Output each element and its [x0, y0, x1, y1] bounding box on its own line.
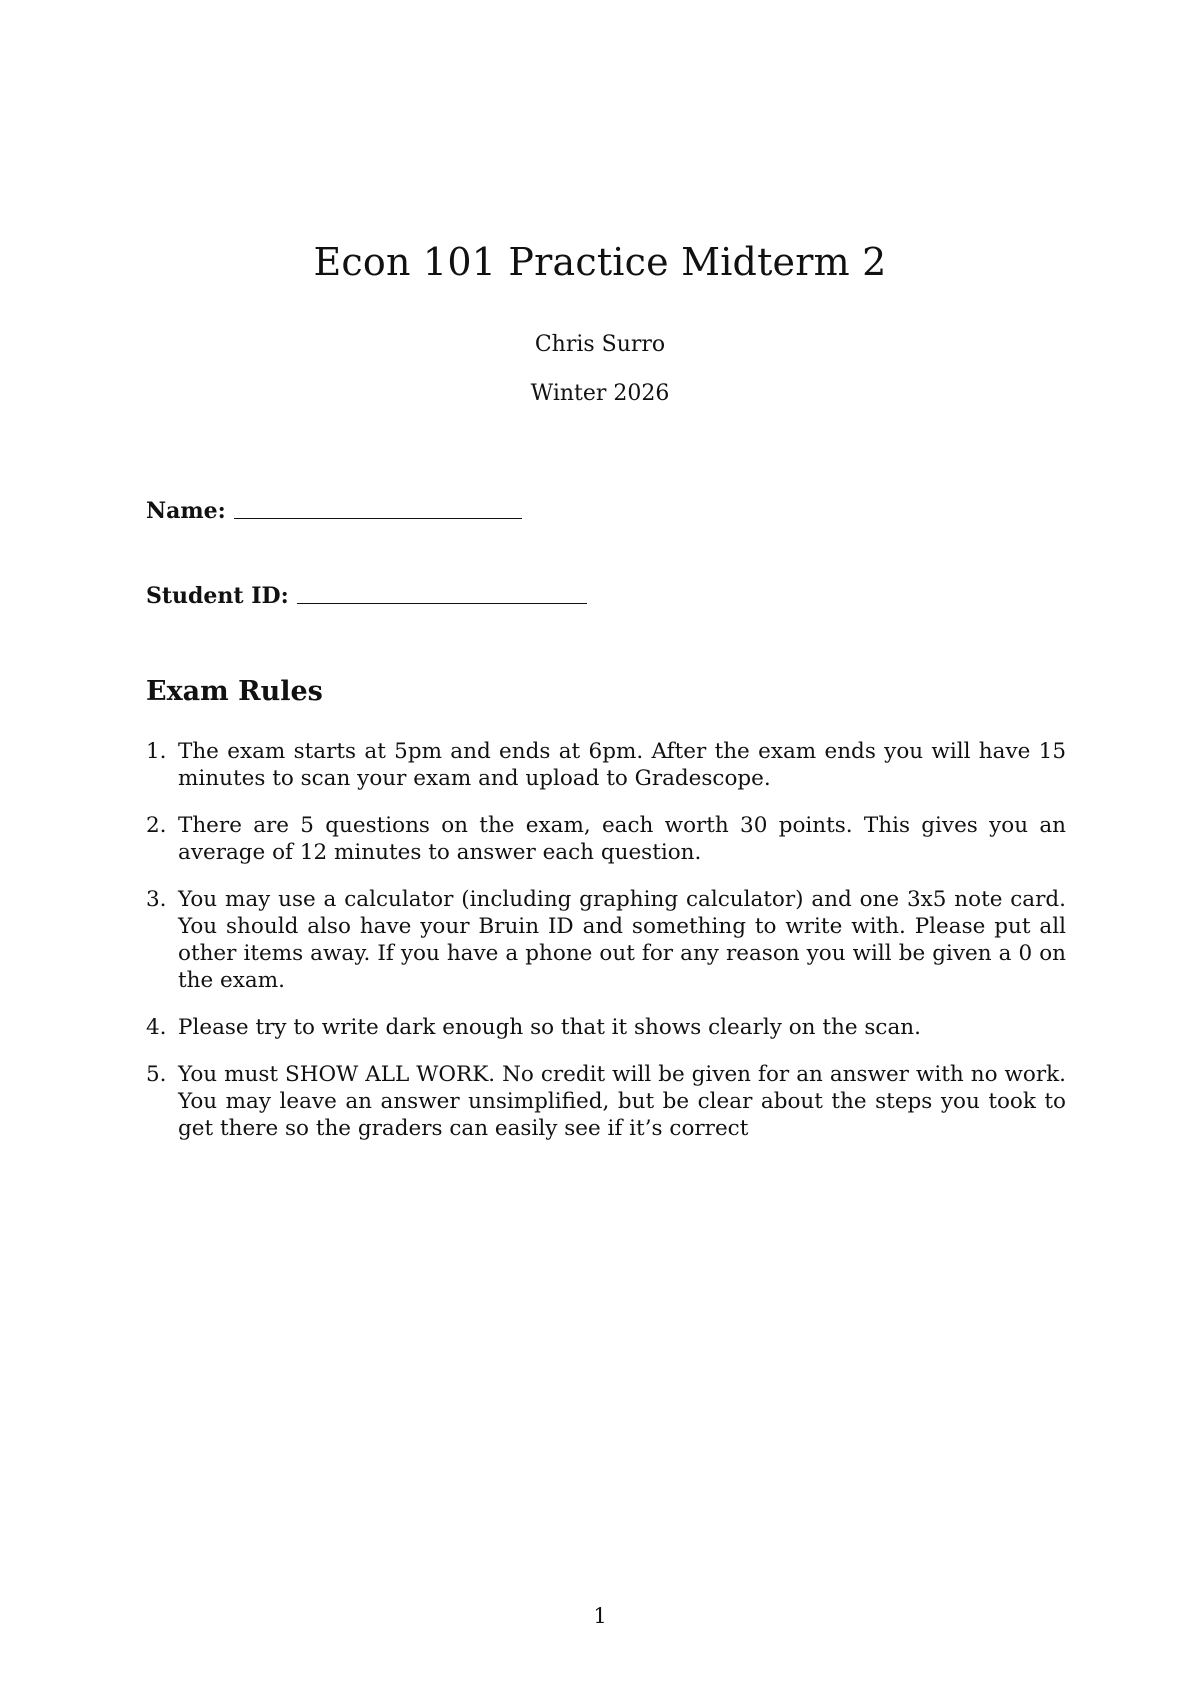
- student-id-blank-line: [297, 602, 587, 604]
- exam-title: Econ 101 Practice Midterm 2: [313, 240, 887, 284]
- author-name: Chris Surro: [534, 332, 666, 357]
- student-id-label: Student ID:: [146, 583, 289, 609]
- exam-rules-heading: Exam Rules: [146, 676, 323, 707]
- rule-item: [146, 1061, 1066, 1142]
- name-label: Name:: [146, 498, 226, 524]
- page-number: 1: [593, 1604, 607, 1628]
- rule-text: Please try to write dark enough so that it shows clearly on the scan.: [178, 1015, 921, 1040]
- term: Winter 2026: [530, 381, 670, 406]
- rule-text: There are 5 questions on the exam, each worth 30 points. This gives you an average of 12 minutes to answer each question.: [178, 813, 1066, 865]
- rule-number: 4.: [146, 1015, 167, 1040]
- rule-number: 2.: [146, 813, 167, 838]
- rule-text: The exam starts at 5pm and ends at 6pm. After the exam ends you will have 15 minutes to scan your exam and upload to Gradescope.: [178, 739, 1066, 791]
- rule-number: 5.: [146, 1062, 167, 1087]
- rule-text: You must SHOW ALL WORK. No credit will be given for an answer with no work. You may leave an answer unsimplified, but be clear about the steps you took to get there so the graders can easily see if it’s correct: [178, 1062, 1066, 1141]
- rule-item: [146, 1014, 1066, 1041]
- rule-text: You may use a calculator (including graphing calculator) and one 3x5 note card. You should also have your Bruin ID and something to write with. Please put all other items away. If you have a phone out for any reason you will be given a 0 on the exam.: [178, 887, 1066, 993]
- rule-item: [146, 738, 1066, 792]
- student-id-field: [146, 583, 587, 609]
- name-field: [146, 498, 522, 524]
- exam-rules-list: [146, 738, 1066, 1162]
- rule-item: [146, 886, 1066, 994]
- rule-number: 3.: [146, 887, 167, 912]
- rule-item: [146, 812, 1066, 866]
- rule-number: 1.: [146, 739, 167, 764]
- name-blank-line: [234, 517, 522, 519]
